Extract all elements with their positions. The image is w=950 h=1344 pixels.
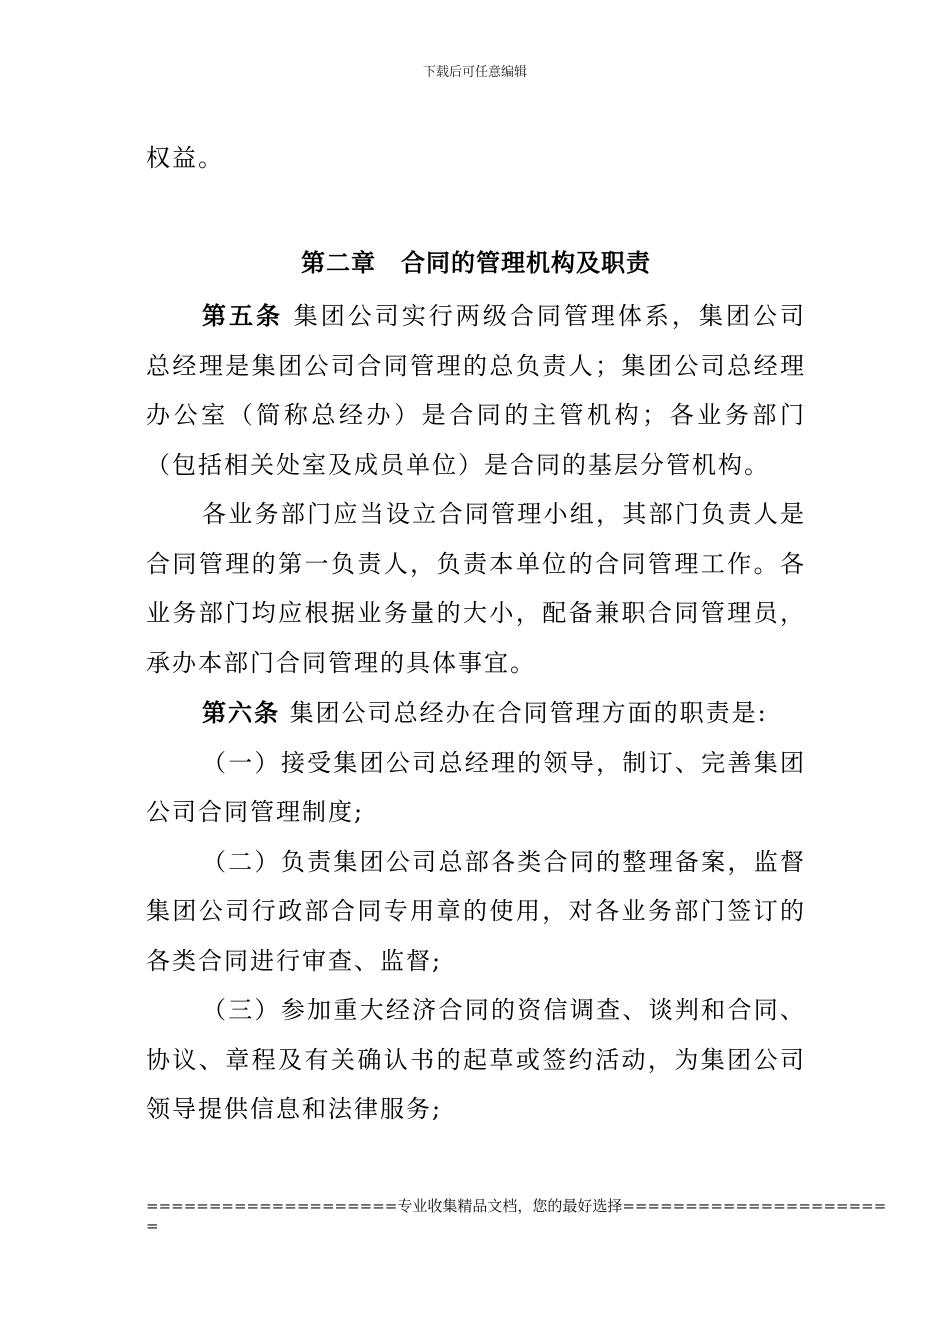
article-6-label: 第六条 xyxy=(202,698,280,727)
list-item-2: （二）负责集团公司总部各类合同的整理备案，监督集团公司行政部合同专用章的使用，对各业务部门签订的各类合同进行审查、监督; xyxy=(146,847,806,975)
document-body xyxy=(146,134,806,1135)
page-footer: ====================专业收集精品文档，您的最好选择===================== xyxy=(146,1197,887,1215)
article-6-text: 集团公司总经办在合同管理方面的职责是: xyxy=(280,699,768,727)
list-item-1: （一）接受集团公司总经理的领导，制订、完善集团公司合同管理制度; xyxy=(146,748,806,826)
chapter-title: 第二章 合同的管理机构及职责 xyxy=(301,247,651,277)
page-header: 下载后可任意编辑 xyxy=(422,65,527,80)
continuation-text: 权益。 xyxy=(146,144,224,172)
page-footer-continuation: = xyxy=(146,1217,159,1235)
article-5-text: 集团公司实行两级合同管理体系，集团公司总经理是集团公司合同管理的总负责人；集团公司总经理办公室（简称总经办）是合同的主管机构；各业务部门（包括相关处室及成员单位）是合同的基层分管机构。 xyxy=(146,302,807,479)
paragraph-management-groups: 各业务部门应当设立合同管理小组，其部门负责人是合同管理的第一负责人，负责本单位的合同管理工作。各业务部门均应根据业务量的大小，配备兼职合同管理员，承办本部门合同管理的具体事宜。 xyxy=(146,500,806,677)
list-item-3: （三）参加重大经济合同的资信调查、谈判和合同、协议、章程及有关确认书的起草或签约活动，为集团公司领导提供信息和法律服务; xyxy=(146,996,806,1123)
article-5 xyxy=(146,291,806,490)
article-5-label: 第五条 xyxy=(202,301,284,330)
article-6 xyxy=(146,688,806,739)
